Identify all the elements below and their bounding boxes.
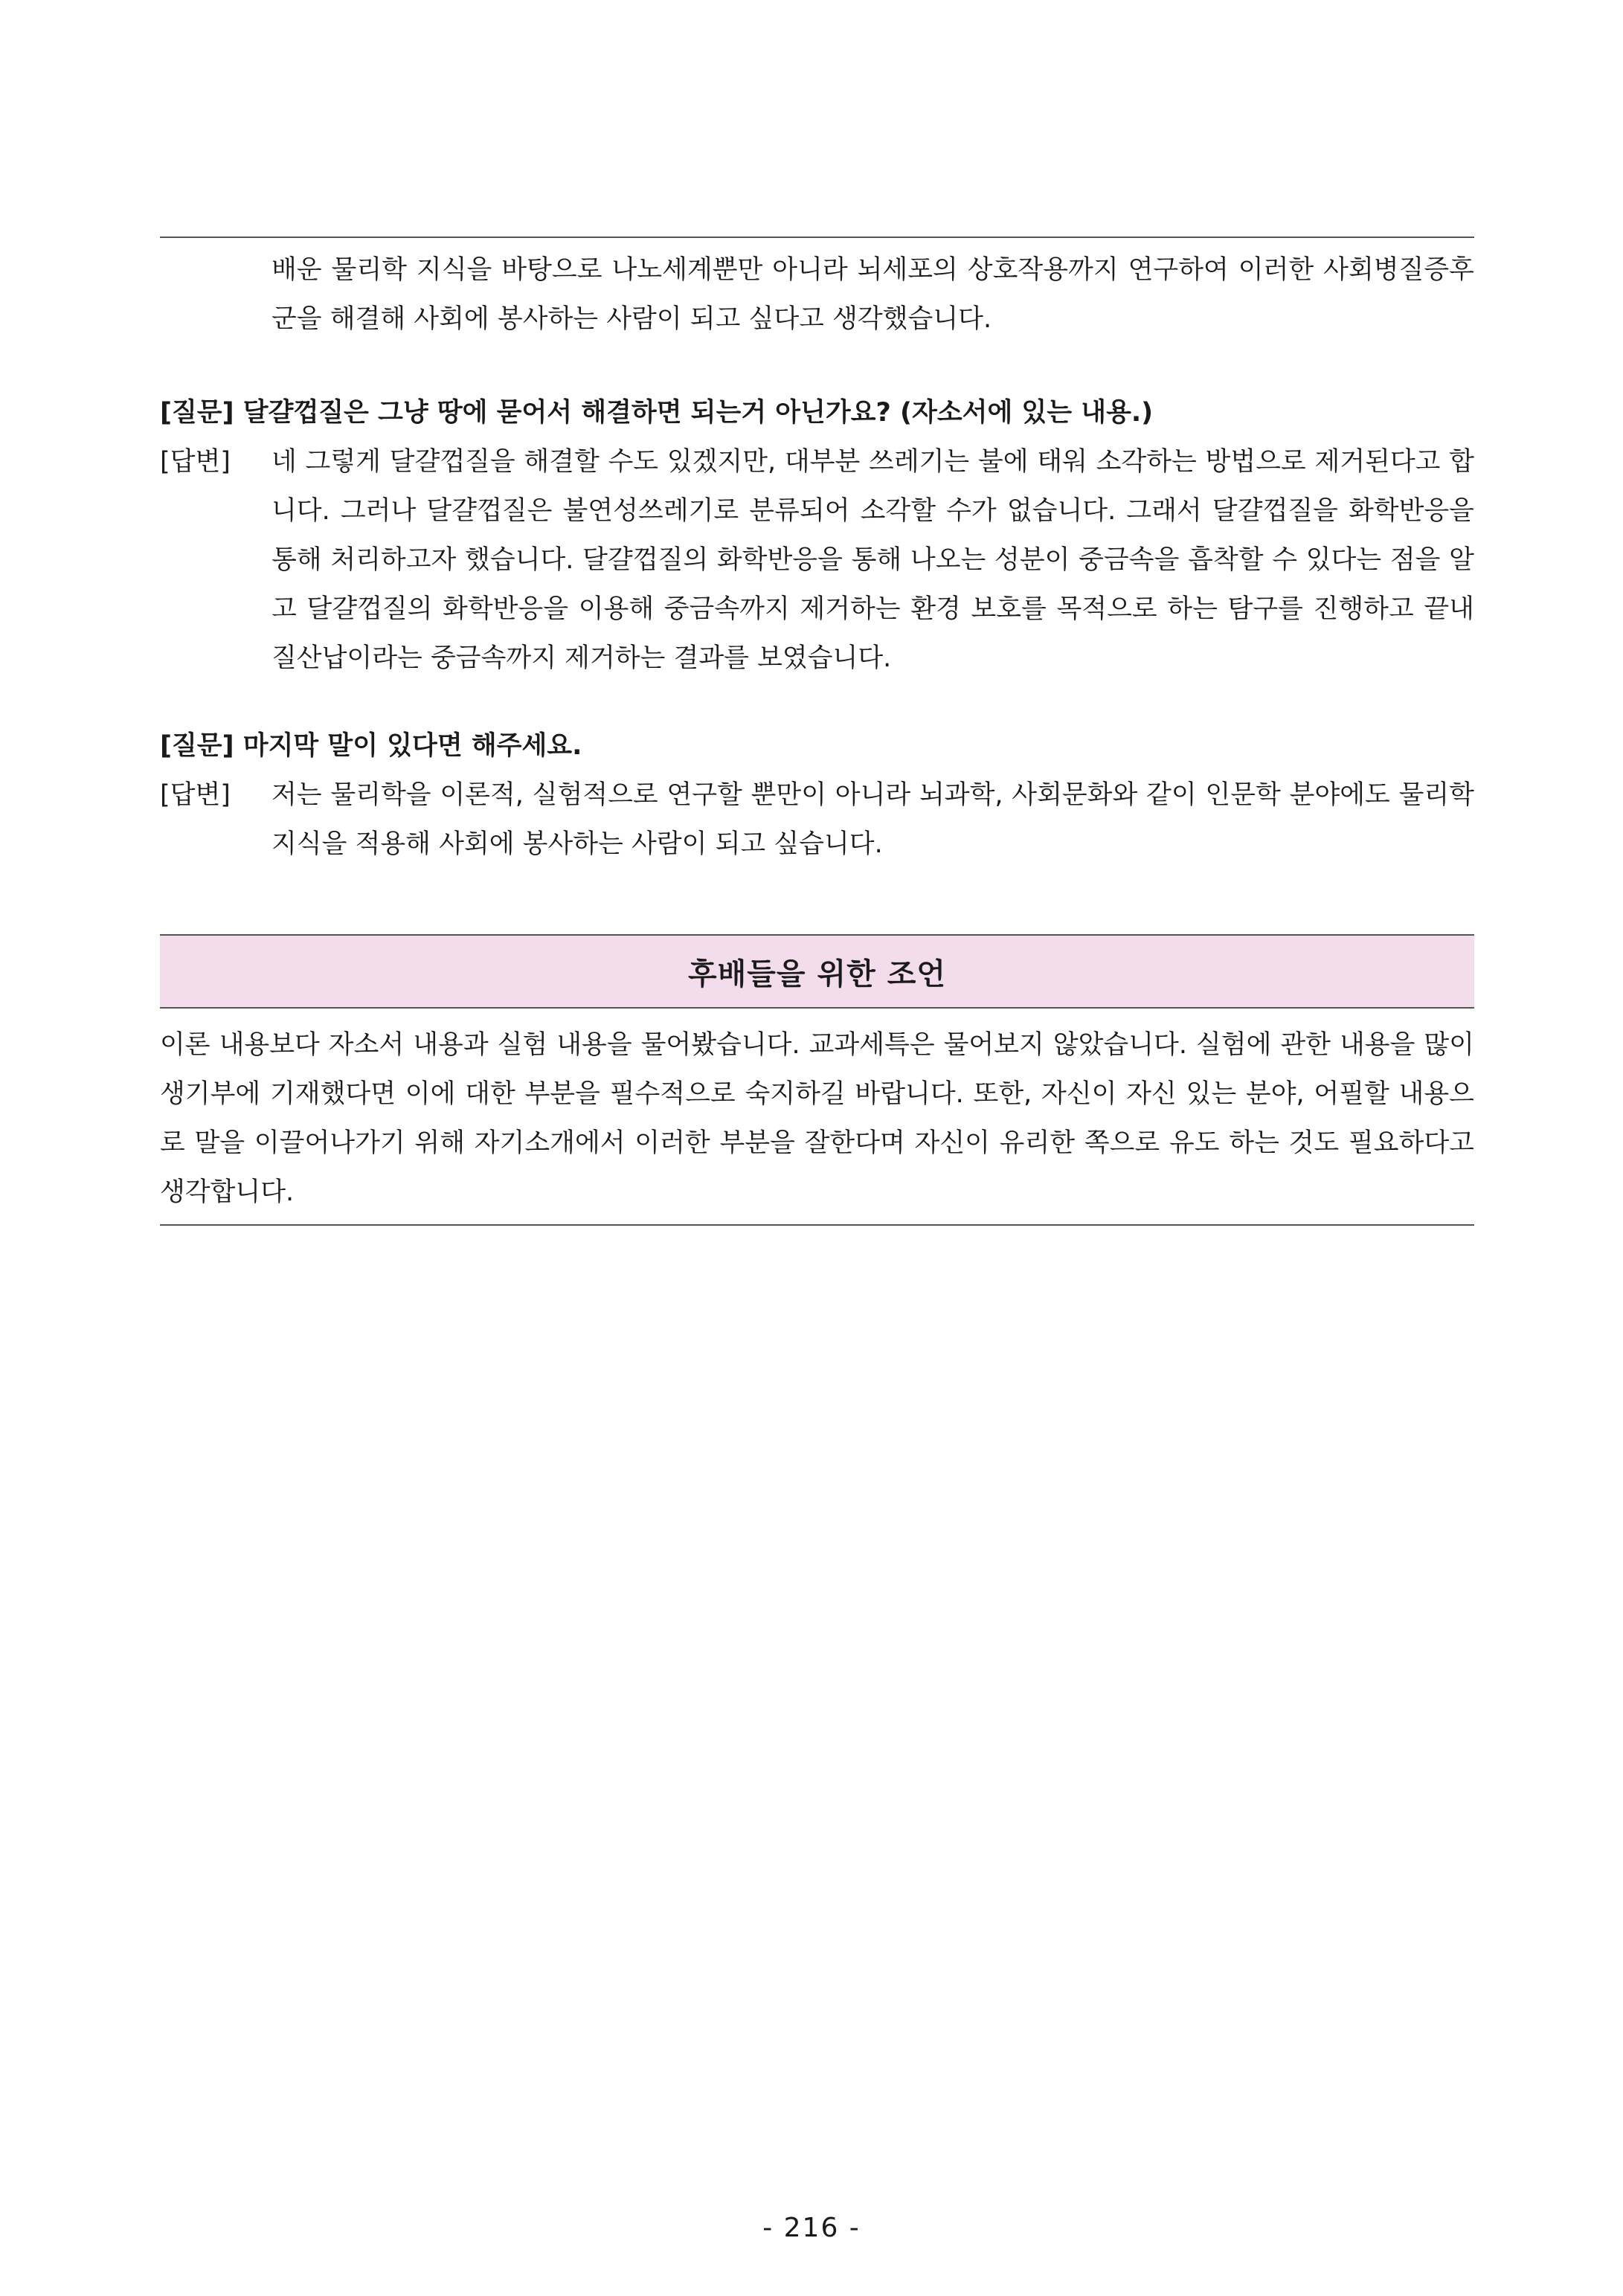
answer-text: 저는 물리학을 이론적, 실험적으로 연구할 뿐만이 아니라 뇌과학, 사회문화와 같이 인문학 분야에도 물리학 지식을 적용해 사회에 봉사하는 사람이 되고 싶습니다. bbox=[271, 780, 1474, 859]
qa-block-last-words bbox=[160, 721, 1474, 869]
intro-continued-paragraph: 배운 물리학 지식을 바탕으로 나노세계뿐만 아니라 뇌세포의 상호작용까지 연구하여 이러한 사회병질증후군을 해결해 사회에 봉사하는 사람이 되고 싶다고 생각했습니다. bbox=[271, 255, 1474, 334]
answer-tag: [답변] bbox=[160, 447, 231, 477]
question-text: [질문] 달걀껍질은 그냥 땅에 묻어서 해결하면 되는거 아닌가요? (자소서에 있는 내용.) bbox=[160, 398, 1154, 428]
answer-block bbox=[160, 771, 1474, 869]
interview-content bbox=[160, 245, 1474, 869]
advice-title: 후배들을 위한 조언 bbox=[688, 956, 946, 991]
advice-paragraph: 이론 내용보다 자소서 내용과 실험 내용을 물어봤습니다. 교과세특은 물어보지 않았습니다. 실험에 관한 내용을 많이 생기부에 기재했다면 이에 대한 부분을 필수적으로 숙지하길 바랍니다. 또한, 자신이 자신 있는 분야, 어필할 내용으로 말을 이끌어나가기 위해 자기소개에서 이러한 부분을 잘한다며 자신이 유리한 쪽으로 유도 하는 것도 필요하다고 생각합니다. bbox=[160, 1030, 1474, 1207]
qa-block-eggshell bbox=[160, 388, 1474, 683]
answer-block bbox=[160, 437, 1474, 683]
top-divider bbox=[160, 237, 1474, 238]
answer-text: 네 그렇게 달걀껍질을 해결할 수도 있겠지만, 대부분 쓰레기는 불에 태워 소각하는 방법으로 제거된다고 합니다. 그러나 달걀껍질은 불연성쓰레기로 분류되어 소각할 수가 없습니다. 그래서 달걀껍질을 화학반응을 통해 처리하고자 했습니다. 달걀껍질의 화학반응을 통해 나오는 성분이 중금속을 흡착할 수 있다는 점을 알고 달걀껍질의 화학반응을 이용해 중금속까지 제거하는 환경 보호를 목적으로 하는 탐구를 진행하고 끝내 질산납이라는 중금속까지 제거하는 결과를 보였습니다. bbox=[271, 447, 1474, 673]
question-text: [질문] 마지막 말이 있다면 해주세요. bbox=[160, 731, 582, 761]
answer-tag: [답변] bbox=[160, 780, 231, 810]
bottom-divider bbox=[160, 1224, 1474, 1226]
advice-section-header bbox=[160, 934, 1474, 1009]
page-number: - 216 - bbox=[762, 2213, 861, 2243]
